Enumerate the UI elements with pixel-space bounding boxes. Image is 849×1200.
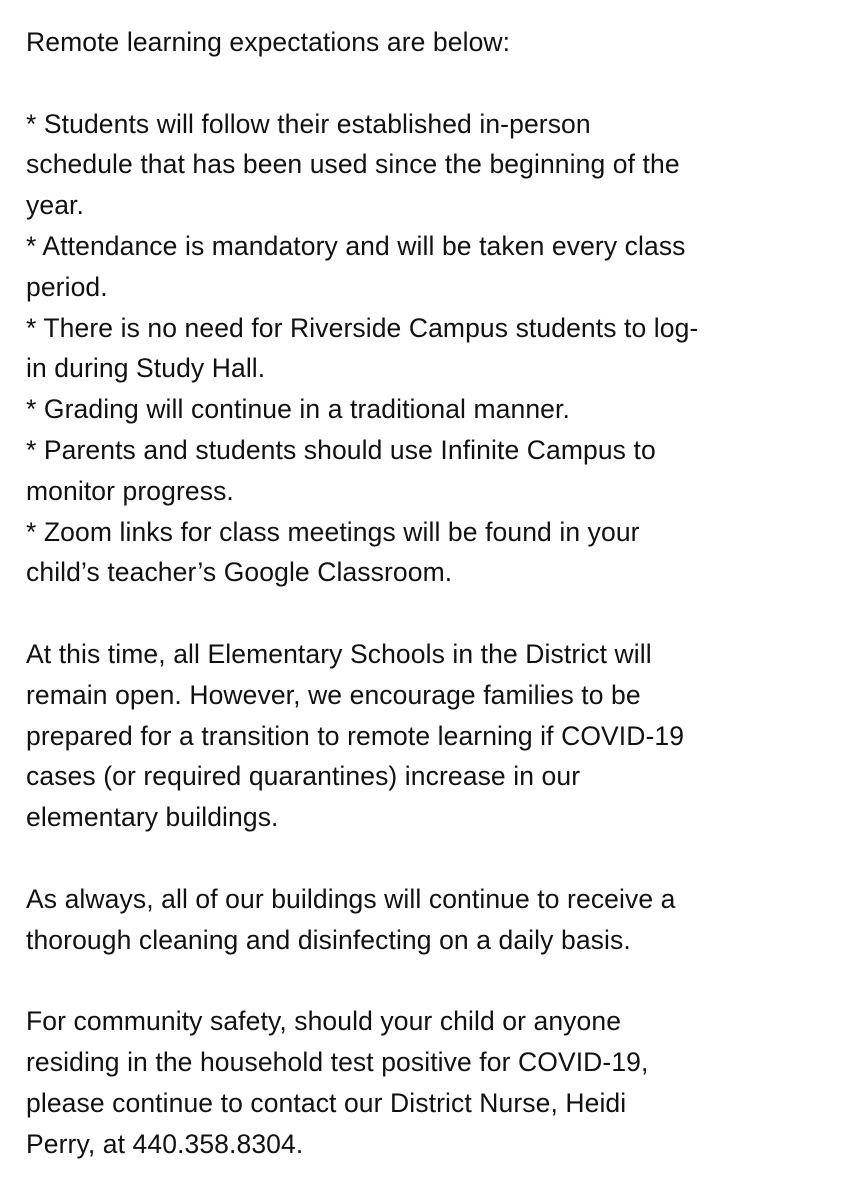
spacer — [26, 960, 826, 1001]
bullet-attendance — [26, 226, 826, 308]
bullet-line: * Grading will continue in a traditional manner. — [26, 394, 570, 425]
paragraph-line: elementary buildings. — [26, 802, 279, 833]
intro-line: Remote learning expectations are below: — [26, 27, 511, 57]
paragraph-line: remain open. However, we encourage families to be — [26, 679, 641, 710]
bullet-line: * Zoom links for class meetings will be found in your — [26, 516, 640, 547]
spacer — [26, 63, 826, 104]
bullet-line: monitor progress. — [26, 475, 234, 506]
bullet-study-hall — [26, 308, 826, 390]
bullet-schedule — [26, 104, 826, 226]
paragraph-elementary-schools — [26, 634, 826, 838]
bullet-line: * There is no need for Riverside Campus students to log- — [26, 312, 699, 343]
bullet-line: child’s teacher’s Google Classroom. — [26, 557, 453, 588]
bullet-infinite-campus — [26, 430, 826, 512]
paragraph-line: As always, all of our buildings will continue to receive a — [26, 883, 676, 914]
paragraph-community-safety — [26, 1001, 826, 1164]
bullet-line: in during Study Hall. — [26, 353, 266, 384]
bullet-line: * Parents and students should use Infinite Campus to — [26, 434, 656, 465]
bullet-line: year. — [26, 190, 84, 221]
expectations-list — [26, 104, 826, 594]
paragraph-cleaning — [26, 879, 826, 961]
paragraph-line: prepared for a transition to remote learning if COVID-19 — [26, 720, 685, 751]
paragraph-line: At this time, all Elementary Schools in the District will — [26, 638, 652, 669]
paragraph-line: please continue to contact our District Nurse, Heidi — [26, 1087, 627, 1118]
document-body — [26, 22, 826, 1164]
paragraph-line: residing in the household test positive for COVID-19, — [26, 1046, 649, 1077]
bullet-line: period. — [26, 271, 108, 302]
paragraph-line: For community safety, should your child or anyone — [26, 1006, 622, 1037]
paragraph-line: thorough cleaning and disinfecting on a daily basis. — [26, 924, 631, 955]
bullet-line: * Attendance is mandatory and will be taken every class — [26, 230, 686, 261]
spacer — [26, 593, 826, 634]
paragraph-line: Perry, at 440.358.8304. — [26, 1128, 304, 1159]
bullet-zoom-links — [26, 512, 826, 594]
bullet-line: schedule that has been used since the beginning of the — [26, 149, 680, 180]
bullet-grading — [26, 389, 826, 430]
spacer — [26, 838, 826, 879]
paragraph-line: cases (or required quarantines) increase in our — [26, 761, 581, 792]
bullet-line: * Students will follow their established in-person — [26, 108, 591, 139]
